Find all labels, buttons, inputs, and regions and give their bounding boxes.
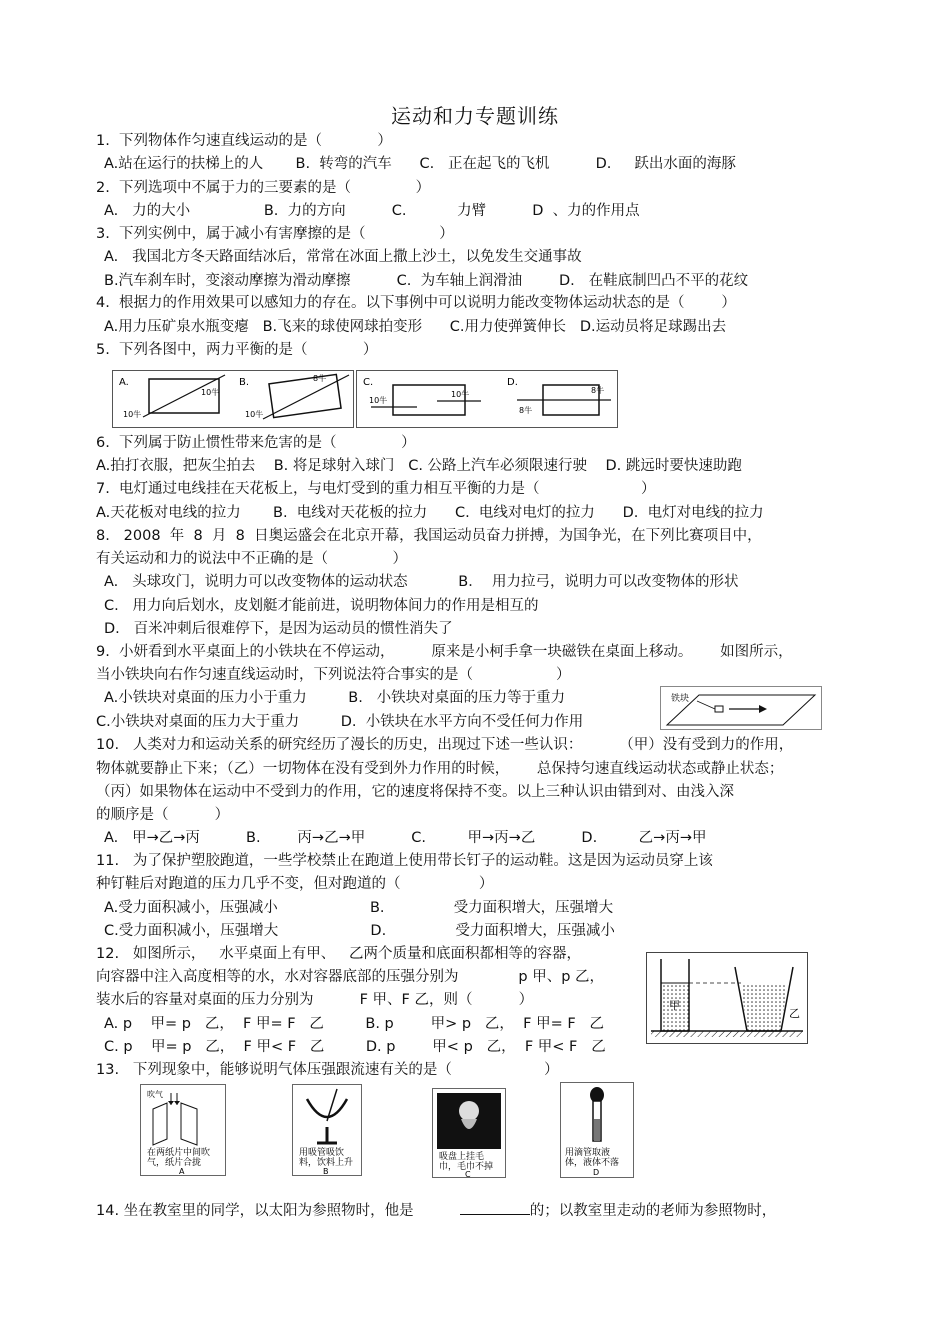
- iron-block-figure: [660, 686, 822, 730]
- figure-13d-caption-2: 体，液体不落: [565, 1158, 620, 1168]
- container-jia-label: 甲: [669, 999, 680, 1012]
- question-3-option-a: A. 我国北方冬天路面结冰后，常常在冰面上撒上沙土，以免发生交通事故: [104, 249, 582, 265]
- question-10-line-2: 物体就要静止下来；（乙）一切物体在没有受到外力作用的时候， 总保持匀速直线运动状态或静止状态；: [96, 761, 784, 777]
- figure-13b-caption-1: 用吸管吸饮: [299, 1148, 345, 1158]
- question-8-option-c: C. 用力向后划水，皮划艇才能前进，说明物体间力的作用是相互的: [104, 598, 539, 614]
- question-11-option-a-b: A.受力面积减小，压强减小 B. 受力面积增大，压强增大: [104, 900, 614, 916]
- question-13: 13. 下列现象中，能够说明气体压强跟流速有关的是（ ）: [96, 1062, 559, 1078]
- question-12-option-c-d: C. p 甲= p 乙， F 甲< F 乙 D. p 甲< p 乙， F 甲< F 乙: [104, 1039, 606, 1055]
- question-9-cont: 当小铁块向右作匀速直线运动时，下列说法符合事实的是（ ）: [96, 667, 571, 683]
- figure-13a-letter: A: [179, 1167, 185, 1175]
- question-11-option-c-d: C.受力面积减小，压强增大 D. 受力面积增大，压强减小: [104, 923, 615, 939]
- figure-13c-suction-cup: [432, 1088, 506, 1178]
- iron-block-label: 铁块: [671, 694, 690, 704]
- question-1-options: A.站在运行的扶梯上的人 B. 转弯的汽车 C. 正在起飞的飞机 D. 跃出水面的海豚: [104, 156, 736, 172]
- question-12: 12. 如图所示， 水平桌面上有甲、 乙两个质量和底面积都相等的容器，: [96, 946, 582, 962]
- question-8-option-a-b: A. 头球攻门，说明力可以改变物体的运动状态 B． 用力拉弓，说明力可以改变物体的形状: [104, 574, 739, 590]
- diagram-b-label: B.: [239, 377, 250, 388]
- diagram-c-force-2: 10牛: [451, 390, 470, 399]
- figure-13d-caption-1: 用滴管取液: [565, 1148, 611, 1158]
- diagram-a-label: A.: [119, 377, 129, 388]
- figure-13d-letter: D: [593, 1168, 600, 1177]
- question-4: 4. 根据力的作用效果可以感知力的存在。以下事例中可以说明力能改变物体运动状态的是（ ）: [96, 295, 736, 311]
- figure-13a-caption-2: 气，纸片合拢: [147, 1158, 202, 1168]
- blow-label: 吹气: [147, 1090, 163, 1099]
- container-yi-label: 乙: [789, 1007, 800, 1020]
- question-11: 11. 为了保护塑胶跑道，一些学校禁止在跑道上使用带长钉子的运动鞋。这是因为运动员穿上该: [96, 853, 713, 869]
- diagram-a-force-2: 10牛: [123, 410, 142, 419]
- question-14-part-2: 的；以教室里走动的老师为参照物时，: [529, 1203, 777, 1219]
- question-5: 5. 下列各图中，两力平衡的是（ ）: [96, 342, 378, 358]
- question-10-options: A. 甲→乙→丙 B. 丙→乙→甲 C. 甲→丙→乙 D. 乙→丙→甲: [104, 830, 707, 846]
- diagram-d-force-1: 8牛: [519, 406, 533, 415]
- question-14: [96, 1200, 776, 1220]
- containers-figure: [646, 952, 808, 1044]
- question-7: 7. 电灯通过电线挂在天花板上，与电灯受到的重力相互平衡的力是（ ）: [96, 481, 656, 497]
- question-6-options: A.拍打衣服，把灰尘拍去 B. 将足球射入球门 C. 公路上汽车必须限速行驶 D. 跳远时要快速助跑: [96, 458, 742, 474]
- question-14-part-1: 14. 坐在教室里的同学，以太阳为参照物时，他是: [96, 1203, 414, 1219]
- figure-13b-caption-2: 料，饮料上升: [299, 1158, 354, 1168]
- question-12-option-a-b: A. p 甲= p 乙， F 甲= F 乙 B. p 甲> p 乙， F 甲= F 乙: [104, 1016, 605, 1032]
- force-diagram-figure-cd: [356, 370, 618, 428]
- figure-13a-caption-1: 在两纸片中间吹: [147, 1148, 211, 1158]
- question-9-option-c-d: C.小铁块对桌面的压力大于重力 D. 小铁块在水平方向不受任何力作用: [96, 714, 584, 730]
- answer-blank[interactable]: [460, 1200, 530, 1215]
- figure-13a-paper: [140, 1084, 226, 1176]
- diagram-d-force-2: 8牛: [591, 386, 605, 395]
- question-3-options-bcd: B.汽车刹车时，变滚动摩擦为滑动摩擦 C. 为车轴上润滑油 D. 在鞋底制凹凸不平的花纹: [104, 273, 749, 289]
- force-diagram-figure: [112, 370, 354, 428]
- question-8-option-d: D. 百米冲刺后很难停下，是因为运动员的惯性消失了: [104, 621, 453, 637]
- question-10-line-4: 的顺序是（ ）: [96, 807, 230, 823]
- question-12-line-2: 向容器中注入高度相等的水，水对容器底部的压强分别为 p 甲、p 乙，: [96, 969, 605, 985]
- question-9: 9. 小妍看到水平桌面上的小铁块在不停运动， 原来是小柯手拿一块磁铁在桌面上移动。 如图所示，: [96, 644, 793, 660]
- question-9-option-a-b: A.小铁块对桌面的压力小于重力 B. 小铁块对桌面的压力等于重力: [104, 690, 566, 706]
- question-8-cont: 有关运动和力的说法中不正确的是（ ）: [96, 551, 408, 567]
- diagram-d-label: D.: [507, 377, 518, 388]
- question-2: 2. 下列选项中不属于力的三要素的是（ ）: [96, 180, 431, 196]
- diagram-c-force-1: 10牛: [369, 396, 388, 405]
- diagram-b-force-1: 8牛: [313, 374, 327, 383]
- figure-13c-caption-2: 巾，毛巾不掉: [439, 1162, 494, 1172]
- question-7-options: A.天花板对电线的拉力 B. 电线对天花板的拉力 C. 电线对电灯的拉力 D. 电灯对电线的拉力: [96, 505, 764, 521]
- figure-13d-dropper: [560, 1082, 634, 1178]
- diagram-a-force-1: 10牛: [201, 388, 220, 397]
- page-title: 运动和力专题训练: [391, 104, 559, 128]
- question-10: 10. 人类对力和运动关系的研究经历了漫长的历史，出现过下述一些认识： （甲）没有受到力的作用，: [96, 737, 794, 753]
- figure-13c-letter: C: [465, 1170, 471, 1177]
- question-3: 3. 下列实例中，属于减小有害摩擦的是（ ）: [96, 226, 454, 242]
- figure-13b-straw: [292, 1084, 362, 1176]
- question-8: 8. 2008 年 8 月 8 日奥运盛会在北京开幕，我国运动员奋力拼搏，为国争光，在下列比赛项目中，: [96, 528, 762, 544]
- question-11-cont: 种钉鞋后对跑道的压力几乎不变，但对跑道的（ ）: [96, 876, 494, 892]
- figure-13c-caption-1: 吸盘上挂毛: [439, 1152, 485, 1162]
- question-12-line-3: 装水后的容量对桌面的压力分别为 F 甲、F 乙，则（ ）: [96, 992, 534, 1008]
- diagram-b-force-2: 10牛: [245, 410, 264, 419]
- diagram-c-label: C.: [363, 377, 374, 388]
- question-4-options: A.用力压矿泉水瓶变瘪 B.飞来的球使网球拍变形 C.用力使弹簧伸长 D.运动员将足球踢出去: [104, 319, 727, 335]
- question-1: 1. 下列物体作匀速直线运动的是（ ）: [96, 133, 392, 149]
- figure-13b-letter: B: [323, 1167, 329, 1175]
- question-10-line-3: （丙）如果物体在运动中不受到力的作用，它的速度将保持不变。以上三种认识由错到对、由浅入深: [96, 784, 734, 800]
- question-6: 6. 下列属于防止惯性带来危害的是（ ）: [96, 435, 416, 451]
- question-2-options: A. 力的大小 B. 力的方向 C. 力臂 D 、力的作用点: [104, 203, 640, 219]
